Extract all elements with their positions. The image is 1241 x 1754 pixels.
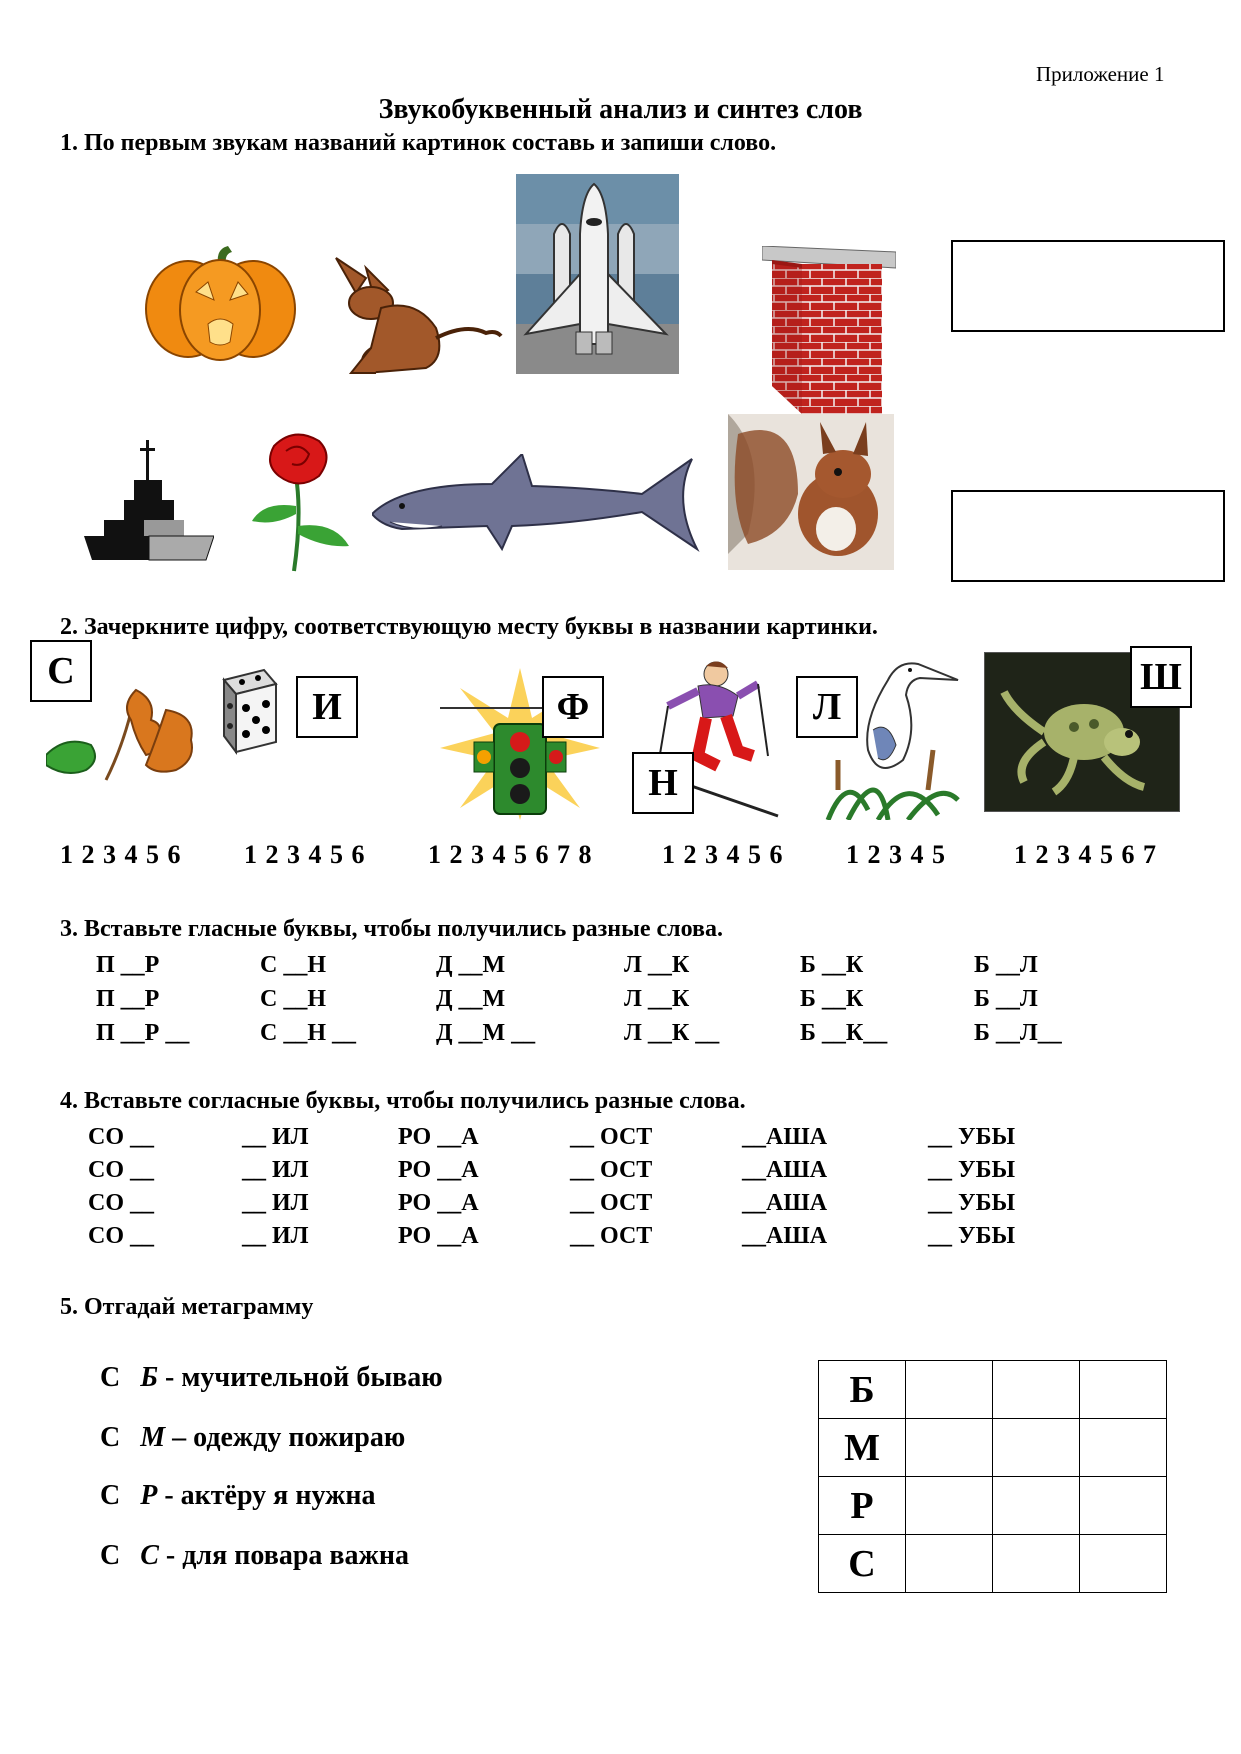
task4-word[interactable]: __ ОСТ — [570, 1157, 653, 1183]
riddle-first-letter: С — [100, 1540, 121, 1571]
task4-word[interactable]: __ ИЛ — [242, 1190, 309, 1216]
brick-chimney-icon — [762, 246, 896, 416]
riddle-line-1 — [100, 1362, 443, 1394]
digits-row-6[interactable]: 1 2 3 4 5 6 7 — [1014, 840, 1157, 869]
task4-word[interactable]: РО __А — [398, 1157, 479, 1183]
digits-row-5[interactable]: 1 2 3 4 5 — [846, 840, 946, 869]
donkey-icon — [326, 248, 506, 378]
shark-icon — [372, 454, 702, 554]
pumpkin-icon — [138, 244, 303, 364]
riddle-letter: Р — [140, 1480, 158, 1511]
riddle-line-3 — [100, 1480, 376, 1512]
task3-word[interactable]: Д __М — [436, 952, 506, 978]
task4-word[interactable]: СО __ — [88, 1223, 154, 1249]
grid-letter: М — [819, 1419, 906, 1477]
letter-box-f: Ф — [542, 676, 604, 738]
riddle-first-letter: С — [100, 1480, 121, 1511]
grid-cell[interactable] — [993, 1477, 1080, 1535]
riddle-text: - актёру я нужна — [164, 1480, 376, 1511]
riddle-text: - для повара важна — [165, 1540, 409, 1571]
task3-word[interactable]: Б __К — [800, 952, 864, 978]
letter-box-sh: Ш — [1130, 646, 1192, 708]
task4-word[interactable]: __ УБЫ — [928, 1157, 1016, 1183]
grid-letter: С — [819, 1535, 906, 1593]
letter-box-i: И — [296, 676, 358, 738]
grid-letter: Б — [819, 1361, 906, 1419]
task4-word[interactable]: СО __ — [88, 1157, 154, 1183]
letter-box-l: Л — [796, 676, 858, 738]
task4-word[interactable]: __ УБЫ — [928, 1190, 1016, 1216]
task3-title: 3. Вставьте гласные буквы, чтобы получились разные слова. — [60, 916, 723, 942]
battleship-icon — [84, 440, 214, 562]
grid-cell[interactable] — [993, 1419, 1080, 1477]
task4-word[interactable]: СО __ — [88, 1124, 154, 1150]
task3-word[interactable]: Л __К — [624, 986, 690, 1012]
grid-cell[interactable] — [1080, 1361, 1167, 1419]
task3-word[interactable]: Л __К __ — [624, 1020, 720, 1046]
appendix-label: Приложение 1 — [1036, 62, 1165, 86]
grid-cell[interactable] — [906, 1535, 993, 1593]
task3-word[interactable]: С __Н — [260, 986, 326, 1012]
task4-word[interactable]: __АША — [742, 1223, 828, 1249]
task4-word[interactable]: __ УБЫ — [928, 1124, 1016, 1150]
task3-word[interactable]: Б __К — [800, 986, 864, 1012]
task2-title: 2. Зачеркните цифру, соответствующую месту буквы в названии картинки. — [60, 614, 878, 640]
riddle-letter: Б — [140, 1362, 159, 1393]
task3-word[interactable]: Б __Л — [974, 986, 1038, 1012]
task4-word[interactable]: РО __А — [398, 1124, 479, 1150]
task3-word[interactable]: Б __Л__ — [974, 1020, 1062, 1046]
task3-word[interactable]: Д __М __ — [436, 1020, 536, 1046]
task3-word[interactable]: П __Р — [96, 952, 160, 978]
task4-word[interactable]: __ ИЛ — [242, 1223, 309, 1249]
task3-word[interactable]: С __Н __ — [260, 1020, 356, 1046]
task4-word[interactable]: СО __ — [88, 1190, 154, 1216]
task4-word[interactable]: __АША — [742, 1190, 828, 1216]
digits-row-3[interactable]: 1 2 3 4 5 6 7 8 — [428, 840, 593, 869]
digits-row-1[interactable]: 1 2 3 4 5 6 — [60, 840, 182, 869]
grid-cell[interactable] — [993, 1535, 1080, 1593]
letter-box-s: С — [30, 640, 92, 702]
task4-title: 4. Вставьте согласные буквы, чтобы получились разные слова. — [60, 1088, 746, 1114]
riddle-first-letter: С — [100, 1422, 121, 1453]
task4-word[interactable]: РО __А — [398, 1223, 479, 1249]
task4-word[interactable]: __ ОСТ — [570, 1223, 653, 1249]
task4-word[interactable]: __ ОСТ — [570, 1190, 653, 1216]
grid-cell[interactable] — [993, 1361, 1080, 1419]
riddle-letter: М — [140, 1422, 166, 1453]
answer-box-1[interactable] — [951, 240, 1225, 332]
page-title: Звукобуквенный анализ и синтез слов — [378, 94, 863, 125]
task3-word[interactable]: Л __К — [624, 952, 690, 978]
task4-word[interactable]: __АША — [742, 1124, 828, 1150]
task4-word[interactable]: __ ОСТ — [570, 1124, 653, 1150]
grid-cell[interactable] — [906, 1361, 993, 1419]
riddle-first-letter: С — [100, 1362, 121, 1393]
riddle-line-4 — [100, 1540, 409, 1572]
task3-word[interactable]: Б __Л — [974, 952, 1038, 978]
task3-word[interactable]: С __Н — [260, 952, 326, 978]
grid-cell[interactable] — [1080, 1419, 1167, 1477]
task4-word[interactable]: __ УБЫ — [928, 1223, 1016, 1249]
task1-title: 1. По первым звукам названий картинок составь и запиши слово. — [60, 130, 777, 156]
task3-word[interactable]: Б __К__ — [800, 1020, 888, 1046]
grid-letter: Р — [819, 1477, 906, 1535]
riddle-line-2 — [100, 1422, 405, 1454]
answer-box-2[interactable] — [951, 490, 1225, 582]
grid-cell[interactable] — [1080, 1535, 1167, 1593]
rose-icon — [244, 426, 362, 574]
space-shuttle-icon — [516, 174, 679, 374]
riddle-letter: С — [140, 1540, 159, 1571]
grid-cell[interactable] — [1080, 1477, 1167, 1535]
grid-cell[interactable] — [906, 1477, 993, 1535]
task4-word[interactable]: __ ИЛ — [242, 1124, 309, 1150]
squirrel-icon — [728, 414, 894, 570]
task5-title: 5. Отгадай метаграмму — [60, 1294, 314, 1320]
digits-row-4[interactable]: 1 2 3 4 5 6 — [662, 840, 784, 869]
task4-word[interactable]: __АША — [742, 1157, 828, 1183]
task3-word[interactable]: П __Р __ — [96, 1020, 190, 1046]
task4-word[interactable]: __ ИЛ — [242, 1157, 309, 1183]
riddle-text: - мучительной бываю — [165, 1362, 443, 1393]
grid-cell[interactable] — [906, 1419, 993, 1477]
task3-word[interactable]: Д __М — [436, 986, 506, 1012]
letter-box-n: Н — [632, 752, 694, 814]
digits-row-2[interactable]: 1 2 3 4 5 6 — [244, 840, 366, 869]
task4-word[interactable]: РО __А — [398, 1190, 479, 1216]
riddle-text: – одежду пожираю — [172, 1422, 406, 1453]
metagram-grid — [818, 1360, 1167, 1593]
task3-word[interactable]: П __Р — [96, 986, 160, 1012]
